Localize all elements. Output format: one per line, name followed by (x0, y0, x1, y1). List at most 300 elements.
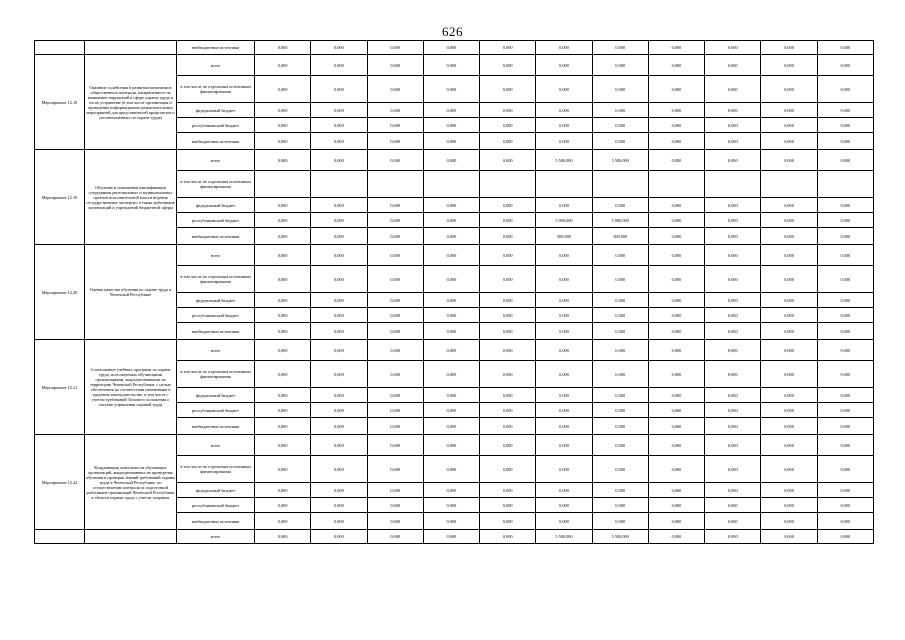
value-cell: 0,000 (648, 388, 704, 403)
funding-source: внебюджетные источники (177, 228, 255, 245)
value-cell: 0,000 (367, 418, 423, 435)
table-row (35, 150, 874, 171)
funding-source: в том числе по отдельным источникам финансирования (177, 361, 255, 388)
value-cell: 0,000 (311, 435, 367, 456)
value-cell: 0,000 (761, 403, 817, 418)
funding-source: всего (177, 245, 255, 266)
value-cell: 0,000 (592, 388, 648, 403)
value-cell: 0,000 (592, 340, 648, 361)
value-cell: 0,000 (367, 41, 423, 55)
funding-source: республиканский бюджет (177, 403, 255, 418)
funding-source: внебюджетные источники (177, 41, 255, 55)
measure-label: Мероприятие 12.19 (35, 150, 85, 245)
value-cell: 0,000 (817, 118, 873, 133)
value-cell (817, 171, 873, 198)
value-cell: 0,000 (367, 103, 423, 118)
funding-source: всего (177, 150, 255, 171)
value-cell: 0,000 (255, 266, 311, 293)
value-cell: 0,000 (311, 530, 367, 544)
value-cell: 0,000 (255, 55, 311, 76)
value-cell: 0,000 (761, 498, 817, 513)
value-cell: 0,000 (592, 133, 648, 150)
value-cell: 0,000 (705, 133, 761, 150)
value-cell: 0,000 (480, 483, 536, 498)
value-cell: 0,000 (480, 133, 536, 150)
value-cell: 0,000 (480, 293, 536, 308)
value-cell: 0,000 (367, 266, 423, 293)
funding-source: федеральный бюджет (177, 103, 255, 118)
value-cell: 0,000 (705, 213, 761, 228)
value-cell: 0,000 (255, 323, 311, 340)
value-cell: 0,000 (817, 418, 873, 435)
value-cell: 0,000 (761, 133, 817, 150)
value-cell: 0,000 (255, 293, 311, 308)
value-cell: 0,000 (648, 323, 704, 340)
value-cell: 0,000 (367, 498, 423, 513)
value-cell: 0,000 (367, 228, 423, 245)
value-cell: 0,000 (705, 198, 761, 213)
value-cell: 0,000 (367, 150, 423, 171)
funding-source: федеральный бюджет (177, 483, 255, 498)
funding-source: республиканский бюджет (177, 213, 255, 228)
value-cell: 0,000 (648, 361, 704, 388)
value-cell: 0,000 (423, 498, 479, 513)
value-cell: 0,000 (367, 340, 423, 361)
value-cell: 0,000 (648, 498, 704, 513)
value-cell: 0,000 (423, 118, 479, 133)
value-cell: 0,000 (761, 245, 817, 266)
value-cell: 0,000 (592, 308, 648, 323)
value-cell: 0,000 (255, 530, 311, 544)
value-cell: 0,000 (705, 308, 761, 323)
value-cell: 0,000 (592, 323, 648, 340)
funding-source: всего (177, 55, 255, 76)
measure-description: Согласование учебных программ по охране труда, используемых обучающими организациями, аккредитованными на территории Чеченской Республики, с целью обеспечения их соответствия изменениям в трудовом законодательстве, в том числе с учетом требований Типового положения о системе управления охраной труда (85, 340, 177, 435)
value-cell: 0,000 (423, 245, 479, 266)
measure-description: Оказание содействия в развитии механизмов общественного контроля, направленного на выявление нарушений в сфере охраны труда и на их устранение (в том числе организация и проведение информационно-разъяснительных мероприятий для представителей профсоюзов и уполномоченных по охране труда) (85, 55, 177, 150)
value-cell: 0,000 (423, 55, 479, 76)
value-cell: 0,000 (705, 293, 761, 308)
value-cell: 0,000 (648, 245, 704, 266)
value-cell: 0,000 (592, 435, 648, 456)
measure-label (35, 41, 85, 55)
value-cell: 0,000 (423, 41, 479, 55)
value-cell: 0,000 (480, 323, 536, 340)
value-cell (705, 171, 761, 198)
value-cell: 0,000 (311, 388, 367, 403)
value-cell: 0,000 (480, 150, 536, 171)
value-cell: 0,000 (761, 323, 817, 340)
value-cell: 0,000 (367, 456, 423, 483)
value-cell: 0,000 (367, 323, 423, 340)
value-cell: 0,000 (817, 323, 873, 340)
table-row (35, 530, 874, 544)
value-cell: 0,000 (761, 513, 817, 530)
value-cell: 0,000 (648, 403, 704, 418)
value-cell: 0,000 (648, 483, 704, 498)
value-cell (255, 171, 311, 198)
value-cell: 0,000 (480, 266, 536, 293)
funding-source: в том числе по отдельным источникам финансирования (177, 266, 255, 293)
value-cell: 0,000 (480, 245, 536, 266)
value-cell: 0,000 (648, 55, 704, 76)
value-cell: 0,000 (648, 103, 704, 118)
value-cell: 0,000 (648, 418, 704, 435)
funding-source: в том числе по отдельным источникам финансирования (177, 456, 255, 483)
value-cell: 0,000 (367, 483, 423, 498)
value-cell: 0,000 (536, 55, 592, 76)
value-cell: 0,000 (311, 118, 367, 133)
value-cell: 0,000 (592, 513, 648, 530)
value-cell: 0,000 (705, 228, 761, 245)
value-cell: 0,000 (423, 266, 479, 293)
value-cell: 0,000 (255, 403, 311, 418)
value-cell: 0,000 (311, 403, 367, 418)
value-cell: 0,000 (648, 41, 704, 55)
value-cell: 0,000 (311, 245, 367, 266)
funding-source: в том числе по отдельным источникам финансирования (177, 171, 255, 198)
table-row (35, 41, 874, 55)
value-cell: 0,000 (592, 498, 648, 513)
value-cell: 0,000 (367, 308, 423, 323)
value-cell: 0,000 (761, 76, 817, 103)
value-cell: 0,000 (536, 388, 592, 403)
value-cell: 0,000 (592, 41, 648, 55)
table-row (35, 245, 874, 266)
value-cell: 0,000 (648, 266, 704, 293)
funding-source: федеральный бюджет (177, 388, 255, 403)
value-cell: 0,000 (423, 456, 479, 483)
value-cell: 0,000 (817, 266, 873, 293)
value-cell: 0,000 (255, 340, 311, 361)
funding-source: федеральный бюджет (177, 293, 255, 308)
value-cell: 0,000 (311, 41, 367, 55)
value-cell: 0,000 (648, 308, 704, 323)
value-cell: 0,000 (536, 323, 592, 340)
value-cell: 0,000 (536, 308, 592, 323)
value-cell: 0,000 (536, 456, 592, 483)
value-cell: 0,000 (255, 498, 311, 513)
value-cell: 0,000 (817, 403, 873, 418)
value-cell: 0,000 (817, 213, 873, 228)
value-cell: 0,000 (817, 456, 873, 483)
value-cell: 0,000 (480, 76, 536, 103)
value-cell: 0,000 (423, 361, 479, 388)
value-cell: 5 500,000 (536, 530, 592, 544)
value-cell: 0,000 (423, 513, 479, 530)
value-cell: 0,000 (592, 198, 648, 213)
value-cell: 0,000 (648, 293, 704, 308)
value-cell: 0,000 (817, 388, 873, 403)
table-row (35, 340, 874, 361)
value-cell: 0,000 (817, 498, 873, 513)
value-cell: 0,000 (367, 133, 423, 150)
value-cell: 0,000 (705, 266, 761, 293)
value-cell: 0,000 (311, 213, 367, 228)
value-cell: 0,000 (255, 198, 311, 213)
funding-source: внебюджетные источники (177, 418, 255, 435)
measure-description: Оценка качества обучения по охране труда в Чеченской Республике (85, 245, 177, 340)
value-cell: 0,000 (705, 76, 761, 103)
value-cell: 0,000 (705, 245, 761, 266)
value-cell: 0,000 (761, 340, 817, 361)
value-cell: 0,000 (255, 418, 311, 435)
value-cell: 0,000 (592, 76, 648, 103)
funding-source: федеральный бюджет (177, 198, 255, 213)
value-cell: 0,000 (705, 323, 761, 340)
value-cell: 0,000 (255, 435, 311, 456)
value-cell: 0,000 (536, 266, 592, 293)
value-cell: 0,000 (648, 150, 704, 171)
value-cell: 0,000 (311, 483, 367, 498)
value-cell: 0,000 (705, 513, 761, 530)
value-cell: 0,000 (648, 456, 704, 483)
value-cell: 0,000 (817, 530, 873, 544)
value-cell: 0,000 (592, 293, 648, 308)
value-cell: 0,000 (592, 456, 648, 483)
value-cell: 0,000 (311, 293, 367, 308)
value-cell: 0,000 (648, 228, 704, 245)
measure-label: Мероприятие 12.20 (35, 245, 85, 340)
value-cell: 0,000 (536, 418, 592, 435)
value-cell: 0,000 (480, 213, 536, 228)
value-cell: 0,000 (817, 361, 873, 388)
value-cell: 0,000 (423, 213, 479, 228)
value-cell: 0,000 (536, 198, 592, 213)
value-cell: 0,000 (480, 435, 536, 456)
value-cell: 0,000 (817, 150, 873, 171)
value-cell (423, 171, 479, 198)
value-cell: 0,000 (367, 76, 423, 103)
value-cell (367, 171, 423, 198)
funding-source: всего (177, 435, 255, 456)
value-cell: 0,000 (817, 228, 873, 245)
value-cell (761, 171, 817, 198)
value-cell: 0,000 (480, 403, 536, 418)
value-cell: 0,000 (761, 118, 817, 133)
value-cell: 0,000 (705, 418, 761, 435)
value-cell: 0,000 (367, 361, 423, 388)
value-cell: 0,000 (480, 308, 536, 323)
value-cell: 0,000 (817, 293, 873, 308)
value-cell: 0,000 (423, 198, 479, 213)
value-cell: 0,000 (480, 513, 536, 530)
value-cell: 0,000 (536, 498, 592, 513)
value-cell: 0,000 (423, 435, 479, 456)
value-cell: 0,000 (311, 103, 367, 118)
value-cell: 0,000 (705, 361, 761, 388)
funding-source: республиканский бюджет (177, 498, 255, 513)
measure-description: Координация деятельности обучающих организаций, аккредитованных на проведение обучения и проверки знаний требований охраны труда в Чеченской Республике, по осуществлению контроля за подготовкой работников организаций Чеченской Республики в области охраны труда с учетом поправок (85, 435, 177, 530)
funding-source: внебюджетные источники (177, 323, 255, 340)
value-cell: 0,000 (367, 388, 423, 403)
funding-source: внебюджетные источники (177, 513, 255, 530)
value-cell: 0,000 (311, 76, 367, 103)
value-cell: 0,000 (311, 198, 367, 213)
value-cell: 0,000 (480, 340, 536, 361)
value-cell: 0,000 (423, 340, 479, 361)
value-cell: 0,000 (536, 103, 592, 118)
value-cell: 0,000 (423, 76, 479, 103)
value-cell: 0,000 (423, 530, 479, 544)
value-cell: 0,000 (705, 150, 761, 171)
value-cell: 0,000 (255, 456, 311, 483)
value-cell: 0,000 (311, 418, 367, 435)
value-cell: 0,000 (817, 133, 873, 150)
value-cell: 0,000 (648, 213, 704, 228)
value-cell: 0,000 (423, 228, 479, 245)
value-cell: 0,000 (705, 483, 761, 498)
value-cell: 0,000 (367, 245, 423, 266)
value-cell: 0,000 (311, 456, 367, 483)
value-cell: 0,000 (536, 76, 592, 103)
value-cell: 0,000 (367, 530, 423, 544)
value-cell: 0,000 (311, 308, 367, 323)
value-cell: 0,000 (817, 198, 873, 213)
value-cell (536, 171, 592, 198)
value-cell: 0,000 (536, 361, 592, 388)
value-cell: 0,000 (255, 388, 311, 403)
value-cell: 0,000 (480, 55, 536, 76)
value-cell: 0,000 (536, 513, 592, 530)
value-cell: 0,000 (367, 513, 423, 530)
value-cell: 0,000 (423, 388, 479, 403)
value-cell: 0,000 (761, 198, 817, 213)
value-cell: 0,000 (255, 361, 311, 388)
value-cell: 0,000 (255, 76, 311, 103)
value-cell: 0,000 (705, 456, 761, 483)
value-cell: 0,000 (480, 198, 536, 213)
measure-label: Мероприятие 12.21 (35, 340, 85, 435)
value-cell: 0,000 (255, 118, 311, 133)
value-cell: 0,000 (311, 340, 367, 361)
value-cell (480, 171, 536, 198)
budget-table-body (35, 41, 874, 544)
value-cell: 0,000 (761, 266, 817, 293)
value-cell: 0,000 (705, 55, 761, 76)
value-cell: 0,000 (311, 498, 367, 513)
measure-description: Обучение и повышение квалификации сотрудников региональных и муниципальных органов исполнительной власти ведения государственных экспертиз, а также работников организаций и учреждений бюджетной сферы (85, 150, 177, 245)
value-cell: 0,000 (817, 513, 873, 530)
value-cell: 0,000 (311, 228, 367, 245)
value-cell (648, 171, 704, 198)
value-cell: 0,000 (536, 245, 592, 266)
value-cell: 0,000 (648, 133, 704, 150)
value-cell: 0,000 (761, 103, 817, 118)
value-cell: 0,000 (423, 483, 479, 498)
value-cell: 0,000 (648, 76, 704, 103)
table-row (35, 435, 874, 456)
funding-source: всего (177, 340, 255, 361)
value-cell: 0,000 (592, 483, 648, 498)
table-row (35, 55, 874, 76)
value-cell: 0,000 (592, 418, 648, 435)
value-cell: 0,000 (423, 403, 479, 418)
value-cell: 0,000 (480, 530, 536, 544)
value-cell: 0,000 (423, 323, 479, 340)
value-cell: 0,000 (480, 388, 536, 403)
page-number: 626 (442, 24, 463, 39)
value-cell: 0,000 (311, 133, 367, 150)
value-cell: 0,000 (761, 361, 817, 388)
value-cell: 0,000 (761, 418, 817, 435)
value-cell: 0,000 (817, 245, 873, 266)
value-cell: 0,000 (255, 133, 311, 150)
value-cell: 0,000 (705, 340, 761, 361)
value-cell: 0,000 (255, 228, 311, 245)
funding-source: республиканский бюджет (177, 118, 255, 133)
measure-description (85, 41, 177, 55)
value-cell: 0,000 (255, 308, 311, 323)
budget-table (34, 40, 874, 544)
value-cell: 0,000 (817, 308, 873, 323)
value-cell: 0,000 (423, 133, 479, 150)
value-cell: 0,000 (480, 41, 536, 55)
value-cell: 0,000 (311, 323, 367, 340)
value-cell: 0,000 (761, 228, 817, 245)
value-cell: 0,000 (255, 103, 311, 118)
value-cell: 0,000 (761, 456, 817, 483)
value-cell: 0,000 (255, 41, 311, 55)
value-cell: 0,000 (536, 118, 592, 133)
value-cell: 0,000 (536, 41, 592, 55)
measure-label (35, 530, 85, 544)
value-cell: 0,000 (592, 103, 648, 118)
value-cell: 0,000 (480, 498, 536, 513)
value-cell (592, 171, 648, 198)
value-cell: 0,000 (648, 513, 704, 530)
value-cell: 500,000 (592, 228, 648, 245)
value-cell: 0,000 (648, 198, 704, 213)
value-cell: 0,000 (817, 483, 873, 498)
value-cell: 5 500,000 (592, 150, 648, 171)
value-cell: 0,000 (423, 103, 479, 118)
value-cell: 0,000 (648, 435, 704, 456)
value-cell: 0,000 (367, 198, 423, 213)
value-cell: 0,000 (817, 340, 873, 361)
value-cell: 0,000 (592, 361, 648, 388)
value-cell: 0,000 (761, 41, 817, 55)
value-cell: 0,000 (536, 403, 592, 418)
value-cell: 0,000 (761, 308, 817, 323)
value-cell: 0,000 (423, 150, 479, 171)
value-cell: 0,000 (480, 361, 536, 388)
value-cell: 0,000 (255, 213, 311, 228)
value-cell: 0,000 (648, 340, 704, 361)
value-cell: 0,000 (761, 213, 817, 228)
value-cell: 0,000 (761, 293, 817, 308)
value-cell: 500,000 (536, 228, 592, 245)
value-cell: 0,000 (311, 513, 367, 530)
value-cell: 5 000,000 (536, 213, 592, 228)
value-cell: 0,000 (311, 361, 367, 388)
value-cell: 0,000 (367, 213, 423, 228)
value-cell: 0,000 (592, 266, 648, 293)
value-cell: 0,000 (705, 118, 761, 133)
value-cell: 0,000 (367, 403, 423, 418)
value-cell: 0,000 (423, 293, 479, 308)
value-cell: 0,000 (761, 435, 817, 456)
value-cell: 0,000 (592, 403, 648, 418)
value-cell: 0,000 (536, 133, 592, 150)
value-cell: 5 500,000 (536, 150, 592, 171)
value-cell: 0,000 (311, 55, 367, 76)
value-cell: 0,000 (480, 228, 536, 245)
measure-description (85, 530, 177, 544)
value-cell: 0,000 (536, 293, 592, 308)
value-cell: 0,000 (817, 76, 873, 103)
value-cell: 0,000 (761, 530, 817, 544)
